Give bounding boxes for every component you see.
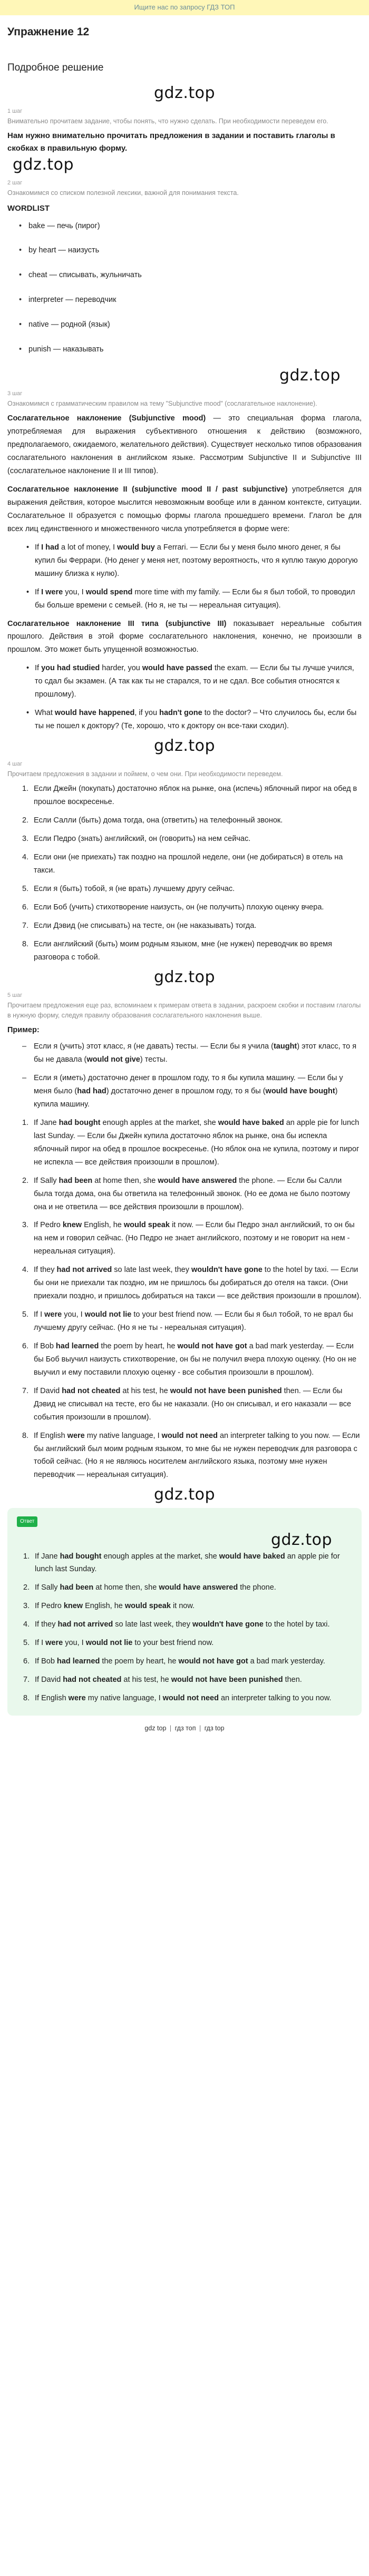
translation-item: [22, 901, 362, 914]
example-item: [22, 1072, 362, 1111]
verb-form: had bought: [59, 1118, 101, 1127]
step-1: [7, 106, 362, 155]
item-number: 6.: [22, 1341, 29, 1350]
solution-item: [22, 1385, 362, 1424]
sentence-text: at his test, he: [121, 1676, 171, 1684]
example-text: What: [35, 709, 55, 718]
translation-text: — Если бы Джейн купила достаточно яблок на рынке, она бы испекла яблочный пирог на обед в прошлое воскресенье. (Но яблок она не купила, поэтому и пирог не испекла — все действия произошли в прошлом).: [34, 1131, 360, 1167]
watermark: gdz.top: [13, 155, 74, 174]
example-bold: hadn't gone: [159, 709, 202, 718]
example-bold: you had studied: [41, 664, 100, 673]
top-banner: [0, 0, 369, 15]
sentence-text: my native language, I: [84, 1431, 162, 1440]
verb-form: would have answered: [158, 1176, 237, 1185]
solution-subtitle: Подробное решение: [7, 62, 104, 74]
sentence-text: to the hotel by taxi.: [262, 1266, 329, 1275]
wordlist-item: • bake — печь (пирог): [19, 220, 362, 233]
item-number: 1.: [22, 785, 29, 794]
translation-item: [22, 883, 362, 896]
grammar-term: Сослагательное наклонение (Subjunctive mood): [7, 414, 206, 423]
translation-item: [22, 814, 362, 827]
sentence-text: the phone.: [238, 1583, 276, 1592]
sentence-text: If Pedro: [34, 1221, 63, 1230]
sentence-text: then.: [281, 1386, 301, 1395]
verb-form: had not arrived: [56, 1266, 112, 1275]
answer-item: [23, 1550, 353, 1576]
footer-link[interactable]: gdz top: [144, 1724, 167, 1732]
verb-form: knew: [63, 1602, 83, 1611]
example-text: , if you: [134, 709, 160, 718]
grammar-paragraph: [7, 483, 362, 536]
sentence-text: it now.: [169, 1221, 194, 1230]
task-text: Нам нужно внимательно прочитать предложения в задании и поставить глаголы в скобках в правильную форму.: [7, 131, 335, 153]
grammar-paragraph: [7, 412, 362, 478]
sentence-text: If Jane: [35, 1552, 60, 1561]
verb-form: would have baked: [218, 1118, 284, 1127]
verb-form: knew: [62, 1221, 82, 1230]
verb-form: would not lie: [84, 1310, 132, 1319]
banner-text: Ищите нас по запросу ГДЗ ТОП: [134, 3, 235, 11]
example-item: [22, 1040, 362, 1066]
translation-item: [22, 832, 362, 846]
example-text: ) тесты.: [140, 1055, 168, 1064]
sentence-text: an interpreter talking to you now.: [217, 1431, 331, 1440]
example-text: a lot of money, I: [59, 543, 118, 552]
item-number: 5.: [22, 1310, 29, 1319]
answer-item: [23, 1655, 353, 1668]
wordlist-item: • native — родной (язык): [19, 318, 362, 331]
solution-item: [22, 1340, 362, 1379]
sentence-text: an apple pie for lunch last Sunday.: [34, 1118, 360, 1140]
sentence-text: If they: [34, 1266, 57, 1275]
grammar-example: [26, 707, 362, 733]
example-bold: would not give: [86, 1055, 140, 1064]
example-text: If: [35, 587, 42, 596]
item-number: 4.: [22, 853, 29, 862]
item-text: Если я (быть) тобой, я (не врать) лучшему другу сейчас.: [34, 884, 235, 893]
item-number: 7.: [23, 1676, 30, 1684]
verb-form: had been: [60, 1583, 94, 1592]
verb-form: would not have got: [178, 1657, 248, 1666]
translation-item: [22, 851, 362, 877]
sentence-text: it now.: [170, 1602, 195, 1611]
item-number: 4.: [22, 1266, 29, 1275]
sentence-text: so late last week, they: [113, 1620, 192, 1629]
verb-form: would not need: [161, 1431, 218, 1440]
wordlist-item: • punish — наказывать: [19, 343, 362, 356]
sentence-text: you, I: [62, 1310, 85, 1319]
translation-text: — Если бы я был тобой, то не врал бы лучшему другу сейчас. (Но я не ты - нереальная ситуация).: [34, 1310, 353, 1333]
grammar-paragraph: [7, 618, 362, 657]
example-text: ) этот класс, то я бы не давала (: [34, 1042, 357, 1064]
example-text: harder, you: [100, 664, 142, 673]
item-number: 3.: [22, 1221, 29, 1230]
item-number: 1.: [23, 1552, 30, 1561]
item-text: Если они (не приехать) так поздно на прошлой неделе, они (не добираться) в отель на такси.: [34, 853, 343, 875]
watermark: gdz.top: [153, 84, 216, 103]
example-bold: I had: [41, 543, 59, 552]
step-label: 2 шаг: [7, 180, 23, 187]
item-number: 5.: [22, 884, 29, 893]
sentence-text: the phone.: [237, 1176, 275, 1185]
footer-separator: |: [199, 1724, 201, 1732]
verb-form: were: [67, 1431, 85, 1440]
verb-form: had learned: [56, 1657, 100, 1666]
grammar-term: Сослагательное наклонение II (subjunctive mood II / past subjunctive): [7, 485, 288, 494]
sentence-text: If I: [34, 1310, 45, 1319]
item-number: 1.: [22, 1118, 29, 1127]
example-bold: would have happened: [54, 709, 135, 718]
item-number: 3.: [23, 1602, 30, 1611]
sentence-text: the poem by heart, he: [99, 1341, 178, 1350]
sentence-text: my native language, I: [85, 1694, 163, 1703]
item-number: 4.: [23, 1620, 30, 1629]
example-bold: had had: [77, 1087, 106, 1096]
answer-label: Ответ: [17, 1516, 37, 1526]
grammar-text: употребляется для выражения действия, которое мыслится невозможным вообще или в данном контексте, ситуации. Сослагательное II образуется с помощью формы глагола прошедшего времени. Глагол be для всех лиц единственного и множественного числа употребляется в форме were:: [7, 485, 362, 533]
sentence-text: If Sally: [35, 1583, 60, 1592]
item-text: Если Педро (знать) английский, он (говорить) на нем сейчас.: [34, 835, 251, 844]
verb-form: were: [44, 1310, 62, 1319]
sentence-text: enough apples at the market, she: [100, 1118, 218, 1127]
watermark: gdz.top: [153, 1485, 216, 1504]
answer-item: [23, 1600, 353, 1613]
watermark-row: [7, 157, 362, 173]
item-number: 6.: [22, 903, 29, 912]
example-text: Если я (иметь) достаточно денег в прошлом году, то я бы купила машину. — Если бы у меня было (: [34, 1074, 343, 1096]
solution-list: [7, 1116, 362, 1482]
answer-item: [23, 1673, 353, 1687]
example-bold: would buy: [117, 543, 155, 552]
item-number: 3.: [22, 835, 29, 844]
item-text: Если Джейн (покупать) достаточно яблок на рынке, она (испечь) яблочный пирог на обед в прошлое воскресенье.: [34, 785, 357, 807]
item-number: 2.: [23, 1583, 30, 1592]
item-number: 2.: [22, 816, 29, 825]
step-3: [7, 389, 362, 733]
item-number: 5.: [23, 1639, 30, 1648]
sentence-text: so late last week, they: [112, 1266, 191, 1275]
answer-item: [23, 1618, 353, 1631]
answer-list: [17, 1550, 353, 1705]
verb-form: had not cheated: [62, 1386, 121, 1395]
sentence-text: at home then, she: [92, 1176, 158, 1185]
translation-list: [7, 782, 362, 964]
sentence-text: at his test, he: [120, 1386, 170, 1395]
footer-links: [7, 1723, 362, 1735]
grammar-example: [26, 541, 362, 581]
watermark-row: [7, 368, 362, 384]
wordlist-title: WORDLIST: [7, 203, 50, 213]
verb-form: would speak: [123, 1221, 170, 1230]
step-label: 1 шаг: [7, 108, 23, 115]
translation-text: — Если бы Боб выучил наизусть стихотворение, он бы не получил вчера плохую оценку. (Но он не выучил и ему поставили плохую оценку - все события произошли в прошлом).: [34, 1341, 357, 1377]
verb-form: would speak: [124, 1602, 171, 1611]
verb-form: had learned: [55, 1341, 99, 1350]
sentence-text: enough apples at the market, she: [101, 1552, 219, 1561]
verb-form: had bought: [60, 1552, 102, 1561]
sentence-text: If Bob: [35, 1657, 57, 1666]
sentence-text: an apple pie for lunch last Sunday.: [35, 1552, 340, 1574]
solution-item: [22, 1429, 362, 1482]
step-2: [7, 178, 362, 356]
example-bold: would have passed: [142, 664, 212, 673]
item-text: Если английский (быть) моим родным языком, мне (не нужен) переводчик во время разговора с тобой.: [34, 939, 332, 962]
item-text: Если Боб (учить) стихотворение наизусть, он (не получить) плохую оценку вчера.: [34, 903, 324, 912]
sentence-text: If English: [35, 1694, 69, 1703]
wordlist-item: • cheat — списывать, жульничать: [19, 269, 362, 282]
wordlist: [7, 220, 362, 357]
verb-form: were: [45, 1639, 63, 1648]
watermark-row: [7, 969, 362, 985]
sentence-text: to your best friend now.: [131, 1310, 213, 1319]
item-number: 8.: [22, 939, 29, 948]
example-title: Пример:: [7, 1026, 40, 1035]
sentence-text: a bad mark yesterday.: [247, 1341, 324, 1350]
watermark-row: [7, 85, 362, 101]
example-bold: taught: [273, 1042, 297, 1051]
translation-text: — Если бы Салли была тогда дома, она бы ответила на телефонный звонок. (Но ее дома не было поэтому она и не ответила — все действия произошли в прошлом).: [34, 1176, 350, 1211]
example-text: a Ferrari. — Если бы у меня было много денег, я бы купил бы Феррари. (Но денег у меня нет, поэтому вероятность, что я куплю такую дорогую машину близка к нулю).: [35, 543, 358, 578]
verb-form: wouldn't have gone: [191, 1266, 263, 1275]
sentence-text: If I: [35, 1639, 46, 1648]
verb-form: would have answered: [159, 1583, 238, 1592]
example-text: If: [35, 543, 42, 552]
step-label: 4 шаг: [7, 761, 23, 768]
step-label: 5 шаг: [7, 992, 23, 998]
grammar-term: Сослагательное наклонение III типа (subjunctive III): [7, 619, 227, 628]
solution-item: [22, 1174, 362, 1214]
sentence-text: If they: [35, 1620, 58, 1629]
sentence-text: If English: [34, 1431, 67, 1440]
wordlist-item: • interpreter — переводчик: [19, 293, 362, 307]
translation-text: — Если бы Педро знал английский, то он бы на нем и говорил сейчас. (Но Педро не знает английского, поэтому и не говорит на нем - нереальная ситуация).: [34, 1221, 355, 1256]
item-text: Если Салли (быть) дома тогда, она (ответить) на телефонный звонок.: [34, 816, 283, 825]
page-title: Упражнение 12: [7, 26, 90, 38]
verb-form: would not have been punished: [170, 1386, 282, 1395]
watermark-row: [17, 1532, 353, 1548]
watermark-row: [7, 738, 362, 754]
answer-item: [23, 1692, 353, 1705]
solution-item: [22, 1308, 362, 1335]
verb-form: would not lie: [85, 1639, 133, 1648]
translation-item: [22, 919, 362, 933]
solution-item: [22, 1116, 362, 1169]
sentence-text: then.: [283, 1676, 302, 1684]
sentence-text: If Pedro: [35, 1602, 64, 1611]
example-text: the exam. — Если бы ты лучше учился, то сдал бы экзамен. (А так как ты не старался, то и не сдал. Все события относятся к прошлому).: [35, 664, 354, 699]
watermark: gdz.top: [153, 737, 216, 756]
item-number: 7.: [22, 1386, 29, 1395]
step-description: Ознакомимся с грамматическим правилом на тему "Subjunctive mood" (сослагательное наклонение).: [7, 400, 317, 408]
wordlist-item: • by heart — наизусть: [19, 244, 362, 257]
verb-form: would not need: [162, 1694, 219, 1703]
answer-box: [7, 1508, 362, 1716]
example-text: to the doctor? – Что случилось бы, если бы ты не пошел к доктору? (Те, хорошо, что к доктору он все-таки сходил).: [35, 709, 357, 731]
item-number: 6.: [23, 1657, 30, 1666]
item-number: 8.: [23, 1694, 30, 1703]
example-text: ) достаточно денег в прошлом году, то я бы (: [106, 1087, 266, 1096]
grammar-text: — это специальная форма глагола, употребляемая для выражения субъективного отношения к действию (возможного, предполагаемого, ожидаемого, желательного действия). Существует несколько типов образования сослагательного наклонения в английском языке. Рассмотрим Subjunctive II и Subjunctive III (сослагательное наклонение II и III типов).: [7, 414, 362, 476]
verb-form: would not have got: [177, 1341, 247, 1350]
grammar-examples: [7, 541, 362, 612]
step-description: Прочитаем предложения в задании и поймем, о чем они. При необходимости переведем.: [7, 770, 283, 778]
example-list: [7, 1040, 362, 1111]
item-number: 7.: [22, 921, 29, 930]
step-4: [7, 759, 362, 964]
example-text: you, I: [63, 587, 86, 596]
translation-item: [22, 938, 362, 964]
verb-form: would have baked: [219, 1552, 285, 1561]
example-text: If: [35, 664, 42, 673]
translation-text: — Если бы английский был моим родным языком, то мне бы не нужен переводчик для разговора с тобой сейчас. (Но я не являюсь носителем английского языка, поэтому мне нужен переводчик — нереальная ситуация).: [34, 1431, 360, 1480]
example-bold: I were: [41, 587, 63, 596]
translation-text: — Если бы они не приехали так поздно, им не пришлось бы добираться до отеля на такси. (Они приехали поздно, и пришлось добираться на такси — все действия произошли в прошлом).: [34, 1266, 362, 1301]
translation-text: — Если бы Дэвид не списывал на тесте, его бы не наказали. (Но он списывал, и его наказали — все события произошли в прошлом).: [34, 1386, 352, 1422]
grammar-example: [26, 662, 362, 701]
translation-item: [22, 782, 362, 809]
example-text: Если я (учить) этот класс, я (не давать) тесты. — Если бы я учила (: [34, 1042, 274, 1051]
sentence-text: an interpreter talking to you now.: [218, 1694, 332, 1703]
verb-form: would not have been punished: [171, 1676, 283, 1684]
watermark: gdz.top: [279, 366, 341, 385]
sentence-text: If Sally: [34, 1176, 59, 1185]
step-label: 3 шаг: [7, 390, 23, 397]
footer-separator: |: [169, 1724, 172, 1732]
sentence-text: to the hotel by taxi.: [263, 1620, 330, 1629]
answer-item: [23, 1581, 353, 1594]
example-bold: would spend: [85, 587, 133, 596]
step-description: Внимательно прочитаем задание, чтобы понять, что нужно сделать. При необходимости переведем его.: [7, 117, 328, 125]
watermark: gdz.top: [270, 1530, 332, 1549]
sentence-text: to your best friend now.: [132, 1639, 214, 1648]
sentence-text: a bad mark yesterday.: [248, 1657, 325, 1666]
sentence-text: If David: [34, 1386, 62, 1395]
item-text: Если Дэвид (не списывать) на тесте, он (не наказывать) тогда.: [34, 921, 257, 930]
verb-form: had not arrived: [57, 1620, 113, 1629]
solution-item: [22, 1219, 362, 1258]
item-number: 2.: [22, 1176, 29, 1185]
grammar-example: [26, 586, 362, 612]
sentence-text: you, I: [63, 1639, 86, 1648]
sentence-text: English, he: [82, 1221, 124, 1230]
footer-link[interactable]: гдз top: [204, 1724, 225, 1732]
example-text: more time with my family. — Если бы я был тобой, то проводил бы больше времени с семьей. (Но я, не ты — нереальная ситуация).: [35, 587, 355, 610]
grammar-text: показывает нереальные события прошлого. Действия в этой форме сослагательного наклонения, конечно, не произошли в прошлом. Это может быть упущенной возможностью.: [7, 619, 362, 654]
verb-form: were: [68, 1694, 86, 1703]
verb-form: had not cheated: [63, 1676, 122, 1684]
solution-item: [22, 1263, 362, 1303]
answer-item: [23, 1637, 353, 1650]
verb-form: wouldn't have gone: [192, 1620, 264, 1629]
example-text: ) купила машину.: [34, 1087, 338, 1109]
sentence-text: at home then, she: [93, 1583, 159, 1592]
footer-link[interactable]: гдз топ: [174, 1724, 196, 1732]
sentence-text: the poem by heart, he: [100, 1657, 179, 1666]
step-description: Ознакомимся со списком полезной лексики, важной для понимания текста.: [7, 189, 239, 197]
sentence-text: English, he: [83, 1602, 125, 1611]
watermark: gdz.top: [153, 967, 216, 986]
item-number: 8.: [22, 1431, 29, 1440]
step-description: Прочитаем предложения еще раз, вспоминаем к примерам ответа в задании, раскроем скобки и поставим глаголы в нужную форму, следуя правилу образования сослагательного наклонения выше.: [7, 1001, 361, 1019]
example-bold: would have bought: [265, 1087, 335, 1096]
sentence-text: If David: [35, 1676, 63, 1684]
grammar-examples: [7, 662, 362, 733]
watermark-row: [7, 1487, 362, 1503]
sentence-text: If Jane: [34, 1118, 59, 1127]
step-5: [7, 991, 362, 1482]
verb-form: had been: [59, 1176, 93, 1185]
sentence-text: If Bob: [34, 1341, 56, 1350]
